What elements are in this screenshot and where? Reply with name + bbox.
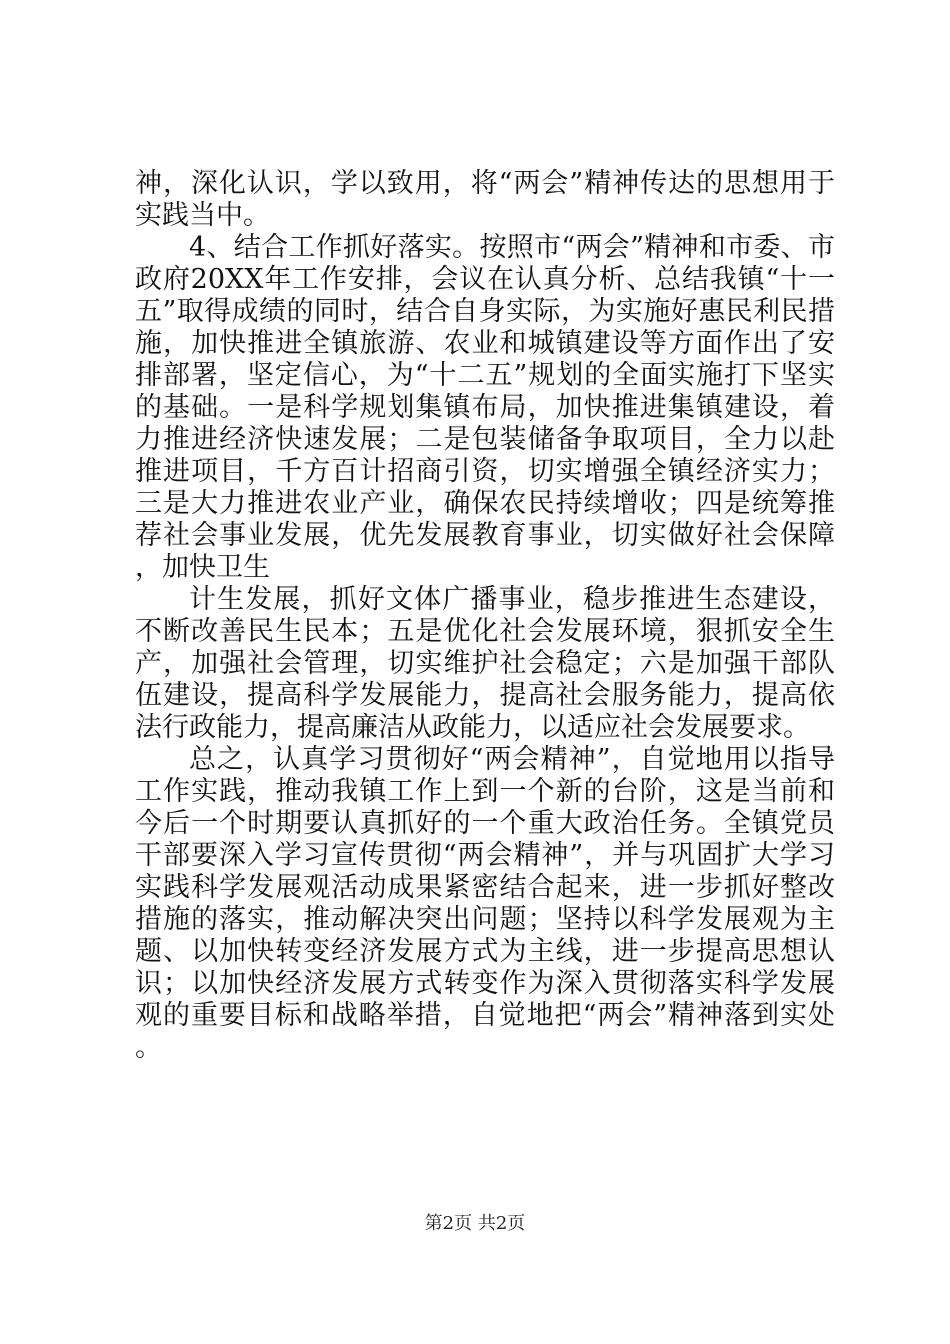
paragraph-item-4-continued: 计生发展，抓好文体广播事业，稳步推进生态建设，不断改善民生民本；五是优化社会发展环境，狠抓安全生产，加强社会管理，切实维护社会稳定；六是加强干部队伍建设，提高科学发展能力，提高社会服务能力，提高依法行政能力，提高廉洁从政能力，以适应社会发展要求。	[135, 584, 835, 743]
paragraph-continuation: 神，深化认识，学以致用，将“两会”精神传达的思想用于实践当中。	[135, 168, 835, 231]
paragraph-item-4: 4、结合工作抓好落实。按照市“两会”精神和市委、市政府20XX年工作安排，会议在认真分析、总结我镇“十一五”取得成绩的同时，结合自身实际，为实施好惠民利民措施，加快推进全镇旅游、农业和城镇建设等方面作出了安排部署，坚定信心，为“十二五”规划的全面实施打下坚实的基础。一是科学规划集镇布局，加快推进集镇建设，着力推进经济快速发展；二是包装储备争取项目，全力以赴推进项目，千方百计招商引资，切实增强全镇经济实力；三是大力推进农业产业，确保农民持续增收；四是统筹推荐社会事业发展，优先发展教育事业，切实做好社会保障，加快卫生	[135, 232, 835, 583]
page-number-footer: 第2页 共2页	[424, 1213, 526, 1234]
document-body	[135, 168, 835, 1064]
paragraph-conclusion: 总之，认真学习贯彻好“两会精神”，自觉地用以指导工作实践，推动我镇工作上到一个新的台阶，这是当前和今后一个时期要认真抓好的一个重大政治任务。全镇党员干部要深入学习宣传贯彻“两会精神”，并与巩固扩大学习实践科学发展观活动成果紧密结合起来，进一步抓好整改措施的落实，推动解决突出问题；坚持以科学发展观为主题、以加快转变经济发展方式为主线，进一步提高思想认识；以加快经济发展方式转变作为深入贯彻落实科学发展观的重要目标和战略举措，自觉地把“两会”精神落到实处。	[135, 744, 835, 1063]
